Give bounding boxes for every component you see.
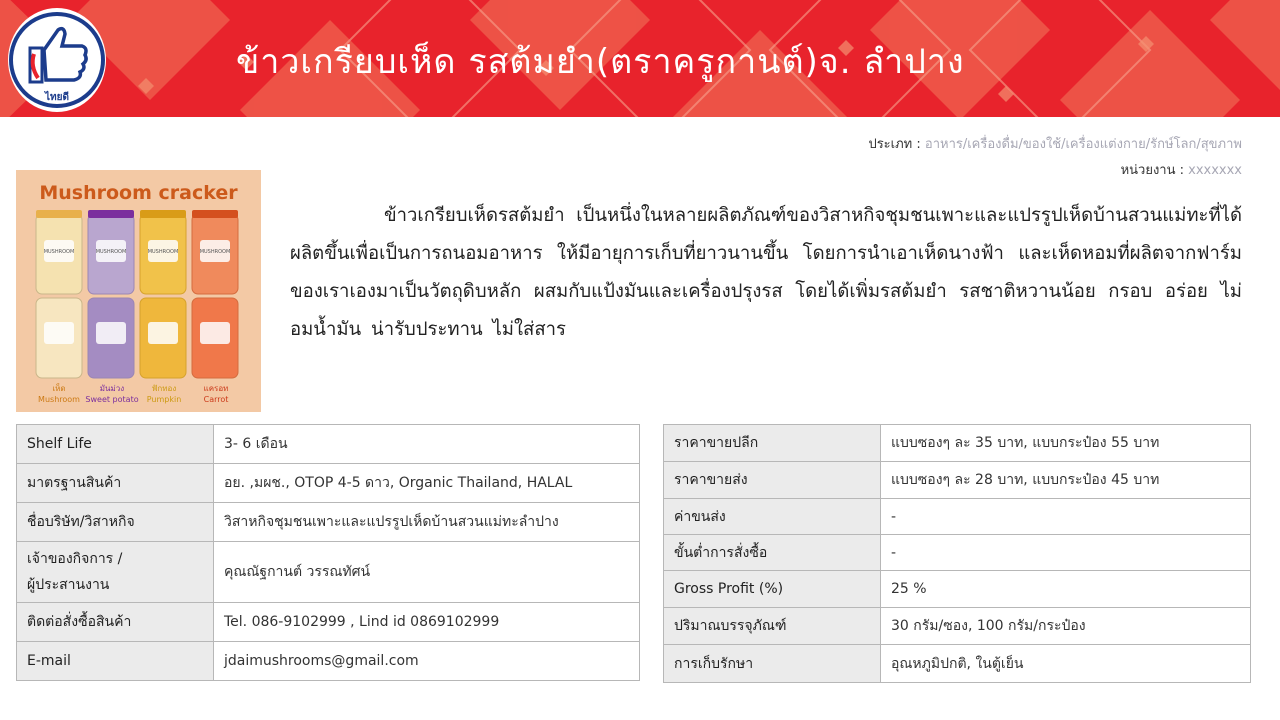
row-value: - xyxy=(881,499,1251,535)
table-row xyxy=(17,425,640,464)
label-th: ฟักทอง xyxy=(151,384,177,393)
product-image xyxy=(16,170,261,412)
row-value: อย. ,มผช., OTOP 4-5 ดาว, Organic Thailand, HALAL xyxy=(214,464,640,503)
row-key: Shelf Life xyxy=(17,425,214,464)
table-row xyxy=(664,425,1251,462)
row-key: ราคาขายส่ง xyxy=(664,462,881,499)
table-row xyxy=(17,464,640,503)
row-key: E-mail xyxy=(17,642,214,681)
product-description: ข้าวเกรียบเห็ดรสต้มยำ เป็นหนึ่งในหลายผลิตภัณฑ์ของวิสาหกิจชุมชนเพาะและแปรรูปเห็ดบ้านสวนแม่ทะที่ได้ผลิตขึ้นเพื่อเป็นการถนอมอาหาร ให้มีอายุการเก็บที่ยาวนานขึ้น โดยการนำเอาเห็ดนางฟ้า และเห็ดหอมที่ผลิตจากฟาร์มของเราเองมาเป็นวัตถุดิบหลัก ผสมกับแป้งมันและเครื่องปรุงรส โดยได้เพิ่มรสต้มยำ รสชาติหวานน้อย กรอบ อร่อย ไม่อมน้ำมัน น่ารับประทาน ไม่ใส่สาร xyxy=(290,205,1242,340)
header-banner xyxy=(0,0,1280,117)
table-row xyxy=(17,503,640,542)
image-label-sweet-potato xyxy=(84,382,140,404)
table-row xyxy=(664,571,1251,608)
label-en: Sweet potato xyxy=(85,395,139,404)
row-key: ค่าขนส่ง xyxy=(664,499,881,535)
row-value: แบบซองๆ ละ 35 บาท, แบบกระป๋อง 55 บาท xyxy=(881,425,1251,462)
table-row xyxy=(664,645,1251,683)
table-row xyxy=(17,603,640,642)
table-row xyxy=(17,542,640,603)
jar-brand: MUSHROOM xyxy=(199,249,231,255)
table-row xyxy=(664,462,1251,499)
label-th: มันม่วง xyxy=(99,384,125,393)
logo-text: ไทยดี xyxy=(45,92,69,103)
label-en: Pumpkin xyxy=(146,395,182,404)
image-label-mushroom xyxy=(34,382,84,404)
jar-brand: MUSHROOM xyxy=(43,249,75,255)
row-value: คุณณัฐกานต์ วรรณทัศน์ xyxy=(214,542,640,603)
table-row xyxy=(664,608,1251,645)
table-row xyxy=(17,642,640,681)
table-row xyxy=(664,535,1251,571)
category-line xyxy=(868,133,1242,154)
category-label: ประเภท : xyxy=(868,137,921,152)
thaidee-logo xyxy=(8,8,106,112)
label-en: Mushroom xyxy=(38,395,80,404)
row-value: อุณหภูมิปกติ, ในตู้เย็น xyxy=(881,645,1251,683)
row-value: แบบซองๆ ละ 28 บาท, แบบกระป๋อง 45 บาท xyxy=(881,462,1251,499)
row-key: เจ้าของกิจการ / ผู้ประสานงาน xyxy=(17,542,214,603)
row-value: วิสาหกิจชุมชนเพาะและแปรรูปเห็ดบ้านสวนแม่ทะลำปาง xyxy=(214,503,640,542)
unit-line xyxy=(1121,159,1242,180)
label-th: เห็ด xyxy=(52,384,66,393)
row-value: - xyxy=(881,535,1251,571)
product-info-table xyxy=(16,424,640,681)
row-key: ติดต่อสั่งซื้อสินค้า xyxy=(17,603,214,642)
row-key: ราคาขายปลีก xyxy=(664,425,881,462)
row-key: ขั้นต่ำการสั่งซื้อ xyxy=(664,535,881,571)
category-value: อาหาร/เครื่องดื่ม/ของใช้/เครื่องแต่งกาย/รักษ์โลก/สุขภาพ xyxy=(924,137,1242,152)
jar-brand: MUSHROOM xyxy=(147,249,179,255)
image-label-carrot xyxy=(192,382,240,404)
table-row xyxy=(664,499,1251,535)
label-en: Carrot xyxy=(203,395,229,404)
row-value: 3- 6 เดือน xyxy=(214,425,640,464)
row-key: มาตรฐานสินค้า xyxy=(17,464,214,503)
product-image-title: Mushroom cracker xyxy=(39,182,238,204)
unit-label: หน่วยงาน : xyxy=(1120,163,1184,178)
product-jars xyxy=(16,170,261,412)
row-value: 25 % xyxy=(881,571,1251,608)
jar-brand: MUSHROOM xyxy=(95,249,127,255)
row-value: Tel. 086-9102999 , Lind id 0869102999 xyxy=(214,603,640,642)
image-label-pumpkin xyxy=(140,382,188,404)
row-key: Gross Profit (%) xyxy=(664,571,881,608)
pricing-info-table xyxy=(663,424,1251,683)
row-key: การเก็บรักษา xyxy=(664,645,881,683)
email-link[interactable]: jdaimushrooms@gmail.com xyxy=(214,642,640,681)
row-key: ชื่อบริษัท/วิสาหกิจ xyxy=(17,503,214,542)
label-th: แครอท xyxy=(203,384,229,393)
page-title: ข้าวเกรียบเห็ด รสต้มยำ(ตราครูกานต์)จ. ลำปาง xyxy=(236,42,965,82)
row-value: 30 กรัม/ซอง, 100 กรัม/กระป๋อง xyxy=(881,608,1251,645)
unit-value: xxxxxxx xyxy=(1188,163,1242,178)
row-key: ปริมาณบรรจุภัณฑ์ xyxy=(664,608,881,645)
